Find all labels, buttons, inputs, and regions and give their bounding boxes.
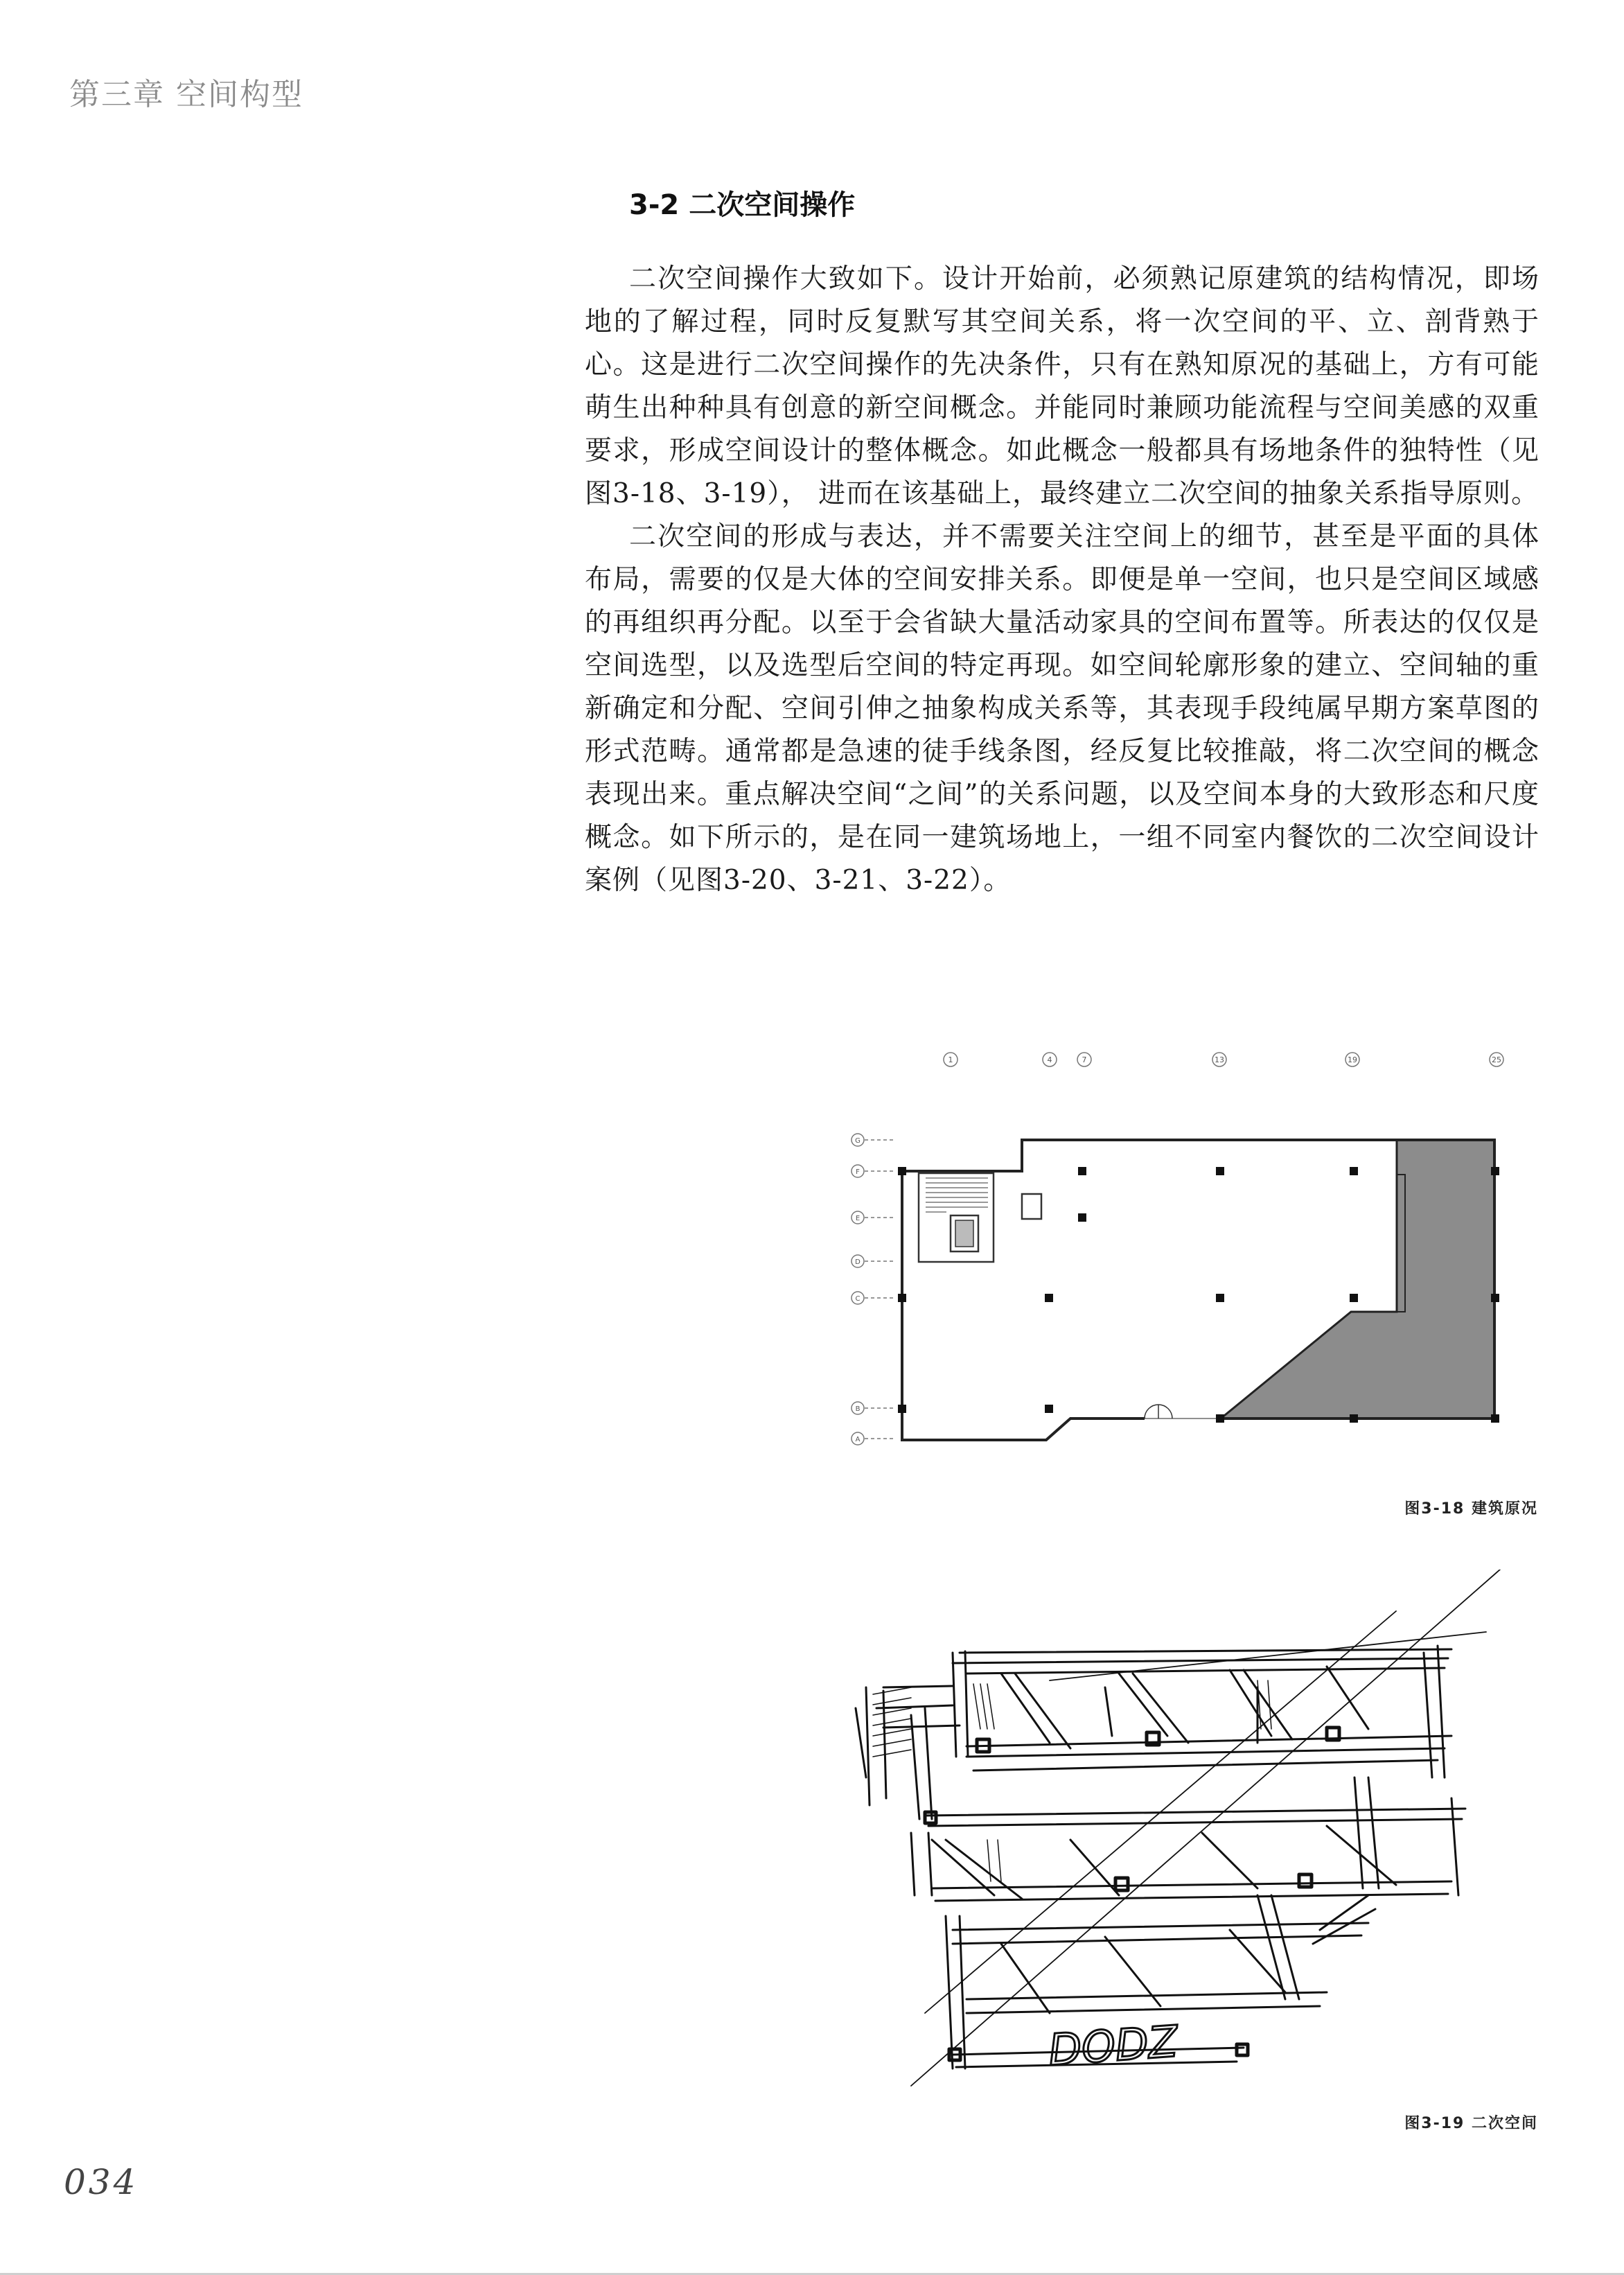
axis-marker-row-G [851, 1134, 894, 1146]
sketch-middle-band [911, 1777, 1465, 1901]
svg-text:E: E [855, 1215, 860, 1222]
svg-text:4: 4 [1047, 1055, 1052, 1064]
sketch-label: DODZ [1046, 2016, 1180, 2075]
svg-text:D: D [855, 1258, 860, 1266]
axis-marker-col-25 [1490, 1053, 1503, 1066]
section-title: 3-2 二次空间操作 [629, 189, 856, 221]
svg-text:25: 25 [1492, 1055, 1501, 1064]
stair-core [919, 1173, 1041, 1262]
floor-plan-figure [845, 1043, 1538, 1473]
entrance-door [1145, 1405, 1172, 1418]
axis-marker-col-7 [1077, 1053, 1091, 1066]
axis-marker-col-19 [1345, 1053, 1359, 1066]
body-text [585, 258, 1539, 902]
svg-text:13: 13 [1215, 1055, 1224, 1064]
svg-text:F: F [856, 1168, 860, 1176]
axis-marker-row-B [851, 1402, 894, 1414]
page-number: 034 [64, 2162, 139, 2202]
axis-marker-row-E [851, 1211, 894, 1224]
shaded-zone [1221, 1140, 1494, 1418]
paragraph-2: 二次空间的形成与表达，并不需要关注空间上的细节，甚至是平面的具体布局，需要的仅是大体的空间安排关系。即便是单一空间，也只是空间区域感的再组织再分配。以至于会省缺大量活动家具的空间布置等。所表达的仅仅是空间选型，以及选型后空间的特定再现。如空间轮廓形象的建立、空间轴的重新确定和分配、空间引伸之抽象构成关系等，其表现手段纯属早期方案草图的形式范畴。通常都是急速的徒手线条图，经反复比较推敲，将二次空间的概念表现出来。重点解决空间“之间”的关系问题，以及空间本身的大致形态和尺度概念。如下所示的，是在同一建筑场地上，一组不同室内餐饮的二次空间设计案例（见图3-20、3-21、3-22）。 [585, 521, 1539, 896]
sketch-figure [842, 1570, 1538, 2110]
svg-text:A: A [855, 1436, 860, 1443]
axis-marker-col-13 [1212, 1053, 1226, 1066]
axis-marker-col-4 [1043, 1053, 1057, 1066]
svg-text:C: C [855, 1295, 860, 1303]
axis-marker-col-1 [944, 1053, 957, 1066]
floor-plan-drawing [845, 1043, 1538, 1473]
svg-text:B: B [855, 1405, 860, 1413]
chapter-header: 第三章 空间构型 [69, 77, 303, 112]
figure-caption-3-19: 图3-19 二次空间 [1404, 2115, 1538, 2132]
space-sketch [842, 1570, 1538, 2110]
axis-marker-row-F [851, 1165, 894, 1177]
axis-marker-row-D [851, 1255, 894, 1267]
axis-marker-row-C [851, 1292, 894, 1304]
svg-text:19: 19 [1348, 1055, 1357, 1064]
svg-text:G: G [855, 1137, 860, 1145]
svg-text:1: 1 [948, 1055, 953, 1064]
sketch-hatching [873, 1680, 1271, 1881]
paragraph-1: 二次空间操作大致如下。设计开始前，必须熟记原建筑的结构情况，即场地的了解过程，同时反复默写其空间关系，将一次空间的平、立、剖背熟于心。这是进行二次空间操作的先决条件，只有在熟知原况的基础上，方有可能萌生出种种具有创意的新空间概念。并能同时兼顾功能流程与空间美感的双重要求，形成空间设计的整体概念。如此概念一般都具有场地条件的独特性（见图3-18、3-19）， 进而在该基础上，最终建立二次空间的抽象关系指导原则。 [585, 263, 1539, 509]
svg-text:7: 7 [1082, 1055, 1087, 1064]
axis-marker-row-A [851, 1432, 894, 1445]
figure-caption-3-18: 图3-18 建筑原况 [1404, 1500, 1538, 1518]
